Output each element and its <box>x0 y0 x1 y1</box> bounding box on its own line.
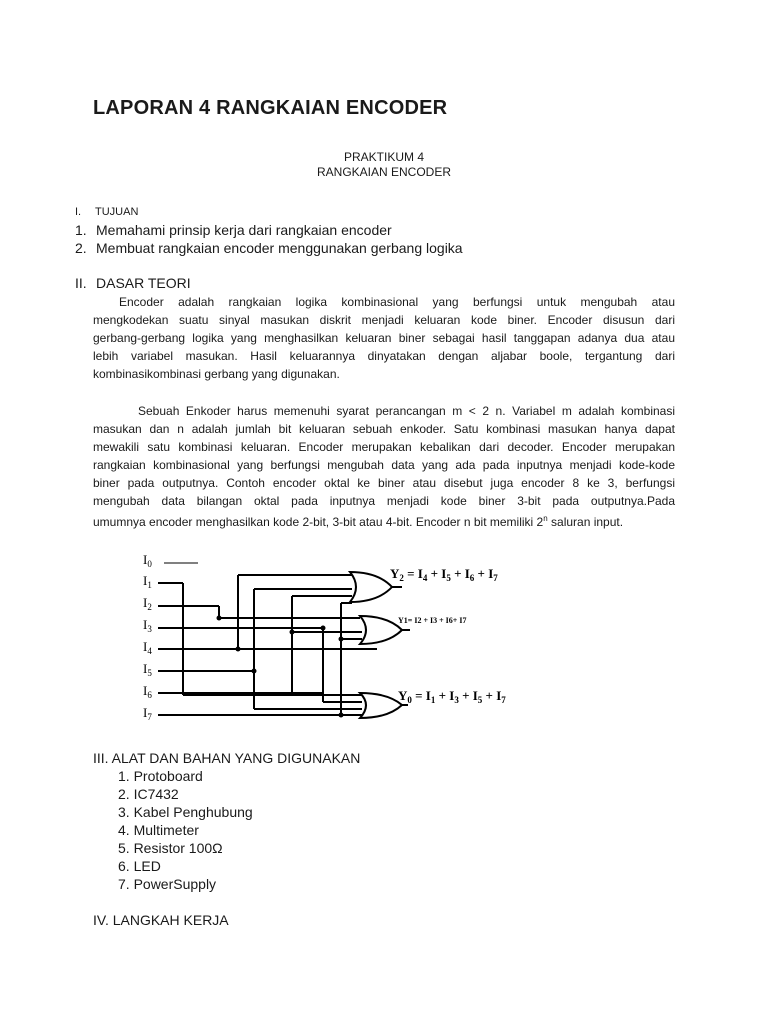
para2-line: Sebuah Enkoder harus memenuhi syarat perancangan m < 2 n. Variabel m adalah kombinasi <box>138 404 675 418</box>
section-1-numeral: I. <box>75 206 82 218</box>
input-label-i6: $I_6$ <box>143 683 152 700</box>
alat-item: 1. Protoboard <box>118 768 203 784</box>
para2-line: mewakili satu kombinasi keluaran. Encoder merupakan kebalikan dari decoder. Encoder merupakan <box>93 440 675 454</box>
tujuan-item-1: Memahami prinsip kerja dari rangkaian encoder <box>96 222 392 238</box>
alat-item: 6. LED <box>118 858 161 874</box>
input-label-i5: $I_5$ <box>143 661 152 678</box>
dasar-teori-paragraph-2 <box>93 402 675 531</box>
y2-equation: $Y_2 = I_4 + I_5 + I_6 + I_7$ <box>390 566 498 583</box>
tujuan-item-2-num: 2. <box>75 240 87 256</box>
para1-line: Encoder adalah rangkaian logika kombinasional yang berfungsi untuk mengubah atau <box>119 295 675 309</box>
para2-last-text-a: umumnya encoder menghasilkan kode 2-bit, 3-bit atau 4-bit. Encoder n bit memiliki 2 <box>93 515 544 529</box>
para1-line: gerbang-gerbang logika yang menghasilkan keluaran biner sebagai hasil tanggapan adanya dua atau <box>93 331 675 345</box>
para1-line: kombinasikombinasi gerbang yang digunakan. <box>93 367 340 381</box>
input-label-i7: $I_7$ <box>143 705 152 722</box>
para2-line: biner pada outputnya. Contoh encoder oktal ke biner atau disebut juga encoder 8 ke 3, berfungsi <box>93 476 675 490</box>
section-1-heading: TUJUAN <box>95 206 139 218</box>
input-label-i4: $I_4$ <box>143 639 152 656</box>
alat-item: 2. IC7432 <box>118 786 179 802</box>
y0-equation: $Y_0 = I_1 + I_3 + I_5 + I_7$ <box>398 688 506 705</box>
input-label-i0: $I_0$ <box>143 552 152 569</box>
para2-superscript: n <box>543 514 548 523</box>
encoder-circuit-diagram <box>140 545 530 725</box>
para1-line: mengkodekan suatu sinyal masukan diskrit menjadi keluaran kode biner. Encoder disusun dari <box>93 313 675 327</box>
subtitle-line-1: PRAKTIKUM 4 <box>343 150 424 164</box>
subtitle-line-2: RANGKAIAN ENCODER <box>316 165 452 179</box>
or-gate-y0 <box>360 693 402 718</box>
alat-item: 5. Resistor 100Ω <box>118 840 223 856</box>
alat-item: 7. PowerSupply <box>118 876 217 892</box>
section-2-numeral: II. <box>75 275 87 291</box>
para1-line: lebih variabel masukan. Hasil keluarannya dinyatakan dengan aljabar boole, tergantung dari <box>93 349 675 363</box>
tujuan-item-1-num: 1. <box>75 222 87 238</box>
dasar-teori-paragraph-1 <box>93 293 675 383</box>
input-label-i3: $I_3$ <box>143 617 152 634</box>
or-gate-y2 <box>350 572 392 602</box>
para2-line: mengubah data bilangan oktal pada inputnya menjadi kode biner 3-bit pada outputnya.Pada <box>93 494 675 508</box>
section-2-heading: DASAR TEORI <box>96 275 191 291</box>
para2-last-text-b: saluran input. <box>547 515 624 529</box>
y1-equation: Y1= I2 + I3 + I6+ I7 <box>398 616 467 625</box>
para2-line: rangkaian kombinasional yang berfungsi mengubah data yang ada pada inputnya menjadi kode-kode <box>93 458 675 472</box>
section-4-heading: IV. LANGKAH KERJA <box>93 912 229 928</box>
alat-item: 4. Multimeter <box>118 822 199 838</box>
tujuan-item-2: Membuat rangkaian encoder menggunakan gerbang logika <box>96 240 463 256</box>
section-3-heading: III. ALAT DAN BAHAN YANG DIGUNAKAN <box>93 750 361 766</box>
alat-item: 3. Kabel Penghubung <box>118 804 253 820</box>
page-title: LAPORAN 4 RANGKAIAN ENCODER <box>93 97 448 119</box>
input-label-i1: $I_1$ <box>143 573 152 590</box>
or-gate-y1 <box>360 616 402 644</box>
input-label-i2: $I_2$ <box>143 595 152 612</box>
para2-last-line <box>93 510 675 531</box>
para2-line: masukan dan n adalah jumlah bit keluaran sebuah enkoder. Satu kombinasi masukan hanya dapat <box>93 422 675 436</box>
